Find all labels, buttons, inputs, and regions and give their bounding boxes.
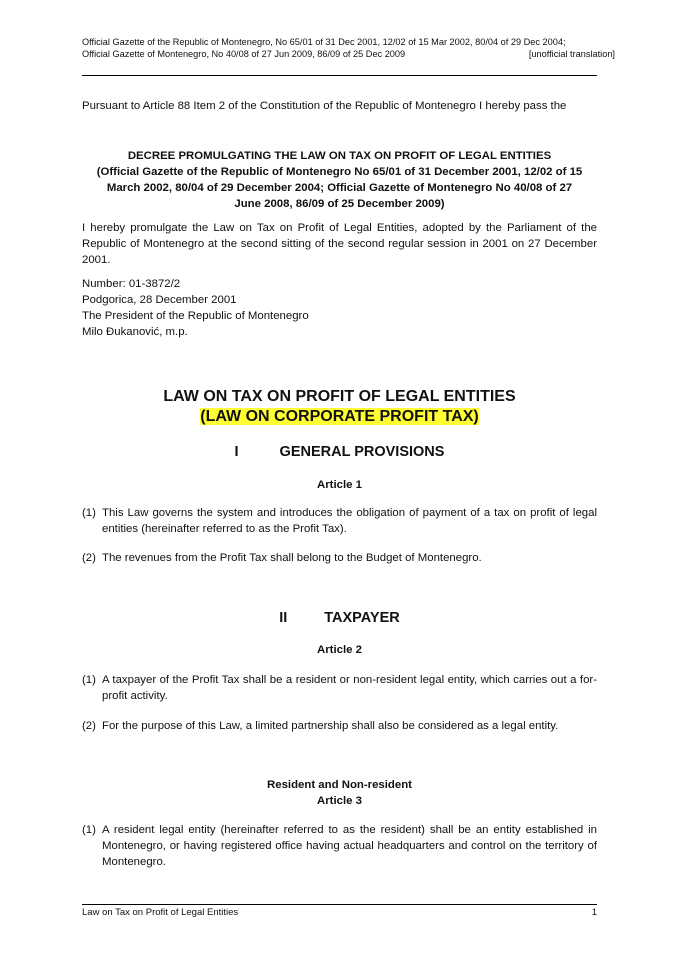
signer-name: Milo Đukanović, m.p. (82, 326, 188, 338)
signer-title: The President of the Republic of Montenegro (82, 310, 309, 322)
decree-gazette: (Official Gazette of the Republic of Montenegro No 65/01 of 31 December 2001, 12/02 of 15 March 2002, 80/04 of 29 December 2004; Official Gazette of Montenegro No 40/08 of 27 June 2008, 86/09 of 25 December 2009) (96, 166, 583, 210)
footer-rule (82, 904, 597, 905)
header-rule (82, 75, 597, 76)
footer-title: Law on Tax on Profit of Legal Entities (82, 907, 239, 918)
list-item: (1) A resident legal entity (hereinafter referred to as the resident) shall be an entity established in Montenegro, or having registered office having actual headquarters and control on the territory of Montenegro. (82, 824, 597, 868)
law-subtitle: (LAW ON CORPORATE PROFIT TAX) (200, 408, 479, 425)
header-line-2: Official Gazette of Montenegro, No 40/08 of 27 Jun 2009, 86/09 of 25 Dec 2009 (82, 48, 406, 59)
decree-text: I hereby promulgate the Law on Tax on Profit of Legal Entities, adopted by the Parliament of the Republic of Montenegro at the second sitting of the second regular session in 2001 on 27 December 2001. (82, 222, 597, 266)
chapter-title: GENERAL PROVISIONS (279, 444, 445, 460)
article-2-heading: Article 2 (317, 644, 362, 656)
translation-note: [unofficial translation] (528, 48, 615, 59)
chapter-number: II (279, 610, 288, 626)
decree-signature (82, 276, 597, 340)
chapter-number: I (234, 444, 239, 460)
list-item: (2) The revenues from the Profit Tax shall belong to the Budget of Montenegro. (82, 552, 482, 564)
list-item: (1) This Law governs the system and introduces the obligation of payment of a tax on profit of legal entities (hereinafter referred to as the Profit Tax). (82, 507, 597, 535)
page-footer (82, 907, 597, 918)
preamble: Pursuant to Article 88 Item 2 of the Constitution of the Republic of Montenegro I hereby pass the (82, 100, 567, 112)
article-1-heading: Article 1 (317, 479, 362, 491)
decree-number: Number: 01-3872/2 (82, 278, 181, 290)
article-3-heading (82, 777, 597, 809)
page-number: 1 (591, 907, 597, 918)
article-title: Article 3 (317, 795, 362, 807)
chapter-1-heading (82, 444, 597, 460)
decree-place-date: Podgorica, 28 December 2001 (82, 294, 237, 306)
law-title: LAW ON TAX ON PROFIT OF LEGAL ENTITIES (163, 388, 516, 405)
header-line-1: Official Gazette of the Republic of Montenegro, No 65/01 of 31 Dec 2001, 12/02 of 15 Mar 2002, 80/04 of 29 Dec 2004; (82, 37, 566, 47)
list-item: (1) A taxpayer of the Profit Tax shall be a resident or non-resident legal entity, which carries out a for-profit activity. (82, 674, 597, 702)
list-item: (2) For the purpose of this Law, a limited partnership shall also be considered as a legal entity. (82, 720, 559, 732)
chapter-title: TAXPAYER (324, 610, 400, 626)
page-header (82, 37, 615, 60)
decree-title: DECREE PROMULGATING THE LAW ON TAX ON PROFIT OF LEGAL ENTITIES (127, 150, 552, 162)
decree-heading (96, 148, 583, 212)
law-title-block (82, 387, 597, 427)
section-title: Resident and Non-resident (267, 779, 412, 791)
chapter-2-heading (82, 610, 597, 626)
